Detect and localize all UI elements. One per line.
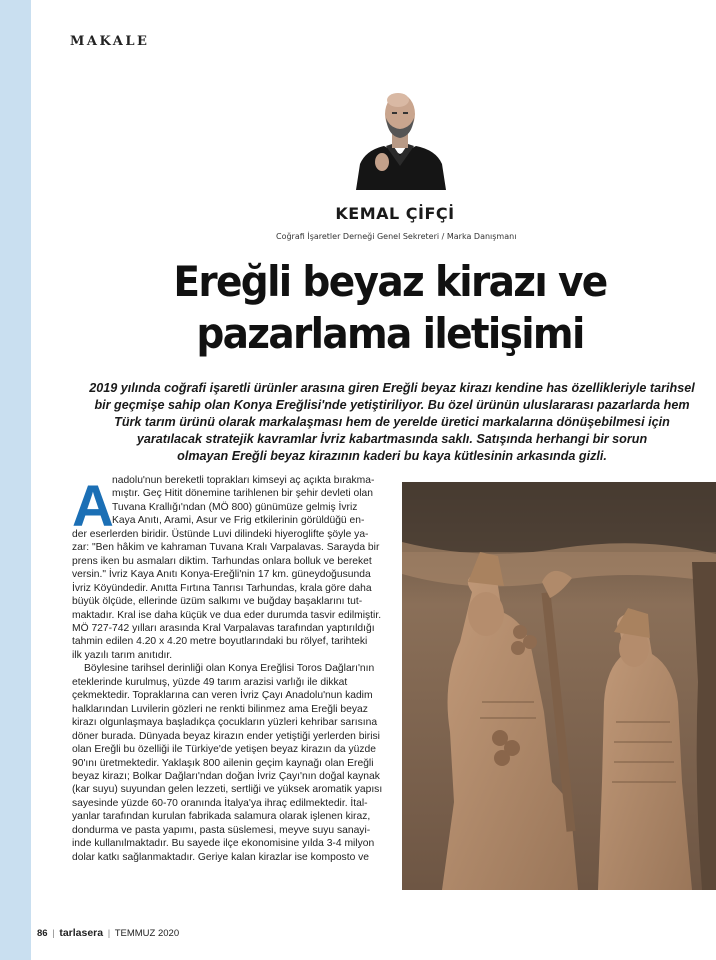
body-line: Kaya Anıtı, Arami, Asur ve Frig etkilerinin görüldüğü en- — [112, 515, 365, 527]
article-headline — [139, 256, 641, 360]
body-line: halklarından Luvilerin gözleri ne renkti bilinmez ama Ereğli beyaz — [72, 703, 368, 715]
body-line: prens iken bu asmaları diktim. Tarhundas onlara bolluk ve bereket — [72, 555, 372, 567]
lead-line: 2019 yılında coğrafi işaretli ürünler arasına giren Ereğli beyaz kirazı kendine has özellikleriyle tarihsel — [89, 381, 695, 395]
body-line: der eserlerden biridir. Üstünde Luvi dilindeki hiyeroglifte şöyle ya- — [72, 528, 369, 540]
body-line: sayesinde yüzde 60-70 oranında İtalya'ya ihraç edilmektedir. İtal- — [72, 797, 368, 809]
body-line: dolar katkı sağlanmaktadır. Geriye kalan kirazlar ise komposto ve — [72, 851, 370, 863]
footer-separator: | — [52, 928, 55, 939]
page-footer — [37, 927, 179, 939]
author-name-row — [0, 204, 716, 224]
body-line: kirazı olgunlaşmaya başladıkça çocukların yüzleri kehribar sarısına — [72, 717, 378, 729]
body-line: beyaz kirazı; Bolkar Dağları'ndan doğan İvriz Çayı'nın doğal kaynak — [72, 770, 380, 782]
body-line: ilk yazılı tarım anıtıdır. — [72, 649, 173, 661]
body-line: olan Ereğli bu özelliği ile Türkiye'de yetişen beyaz kirazın da yüzde — [72, 744, 376, 756]
body-line: 90'ını üretmektedir. Yaklaşık 800 ailenin geçim kaynağı olan Ereğli — [72, 757, 374, 769]
body-line: yanlar tarafından kurulan fabrikada salamura olarak işlenen kiraz, — [72, 811, 371, 823]
headline-line: Ereğli beyaz kirazı ve — [173, 257, 607, 306]
body-line: nadolu'nun bereketli toprakları kimseyi aç açıkta bırakma- — [112, 475, 375, 486]
body-line: maktadır. Kral ise daha küçük ve dua eder durumda tasvir edilmiştir. — [72, 609, 382, 621]
body-line: zar: "Ben hâkim ve kahraman Tuvana Kralı Varpalavas. Sarayda bir — [72, 542, 380, 554]
lead-line: yaratılacak stratejik kavramlar İvriz kabartmasında saklı. Satışında herhangi bir sorun — [136, 432, 648, 446]
lead-line: olmayan Ereğli beyaz kirazının kaderi bu kaya kütlesinin arkasında gizli. — [177, 449, 607, 463]
magazine-name: tarlasera — [59, 927, 104, 939]
body-line: dondurma ve pasta yapımı, pasta süslemesi, meyve suyu sanayi- — [72, 824, 371, 836]
body-line: mıştır. Geç Hitit dönemine tarihlenen bir şehir devleti olan — [112, 488, 373, 500]
body-line: eteklerinde kurulmuş, yüzde 49 tarım arazisi varlığı ile dikkat — [72, 676, 348, 688]
body-line: çekmektedir. Topraklarına can veren İvriz Çayı Anadolu'nun kadim — [72, 690, 373, 702]
body-line: inde kullanılmaktadır. Bu sayede ilçe ekonomisine yılda 3-4 milyon — [72, 838, 375, 850]
body-text-column — [72, 474, 390, 864]
author-role: Coğrafi İşaretler Derneği Genel Sekreteri / Marka Danışmanı — [276, 232, 517, 241]
ivriz-relief-photo — [402, 482, 716, 890]
headline-line: pazarlama iletişimi — [196, 309, 584, 358]
author-photo — [352, 84, 448, 190]
body-line: tahmin edilen 4.20 x 4.20 metre boyutlarındaki bu rölyef, tarihteki — [72, 636, 368, 648]
body-line: MÖ 727-742 yılları arasında Kral Varpalavas tarafından yaptırıldığı — [72, 622, 375, 634]
lead-line: Türk tarım ürünü olarak markalaşması hem de yerelde üretici markalarına dönüşebilmesi için — [114, 415, 670, 429]
page-number: 86 — [37, 928, 48, 939]
body-line: Böylesine tarihsel derinliği olan Konya Ereğlisi Toros Dağları'nın — [84, 663, 375, 675]
body-line: (kar suyu) suyundan gelen lezzeti, sertliği ve yüksek aromatik yapısı — [72, 784, 383, 796]
issue-date: TEMMUZ 2020 — [114, 928, 180, 939]
section-label: MAKALE — [70, 34, 150, 49]
body-line: büyük ölçüde, ellerinde üzüm salkımı ve buğday başaklarını tut- — [72, 596, 363, 608]
author-name: KEMAL ÇİFÇİ — [335, 204, 455, 223]
body-line: İvriz Köyündedir. Anıtta Fırtına Tanrısı Tarhundas, krala göre daha — [72, 582, 372, 594]
article-lead — [82, 380, 702, 465]
lead-line: bir geçmişe sahip olan Konya Ereğlisi'nde yetiştiriliyor. Bu özel ürünün uluslararası pazarlarda hem — [94, 398, 690, 412]
body-line: Tuvana Krallığı'ndan (MÖ 800) günümüze gelmiş İvriz — [112, 501, 358, 513]
footer-separator: | — [107, 928, 111, 939]
drop-cap: A — [72, 474, 114, 539]
body-line: döner burada. Dünyada beyaz kirazın ender yetiştiği yerlerden birisi — [72, 730, 380, 742]
left-margin-stripe — [0, 0, 31, 960]
body-line: versin." İvriz Kaya Anıtı Konya-Ereğli'nin 17 km. güneydoğusunda — [72, 569, 371, 581]
